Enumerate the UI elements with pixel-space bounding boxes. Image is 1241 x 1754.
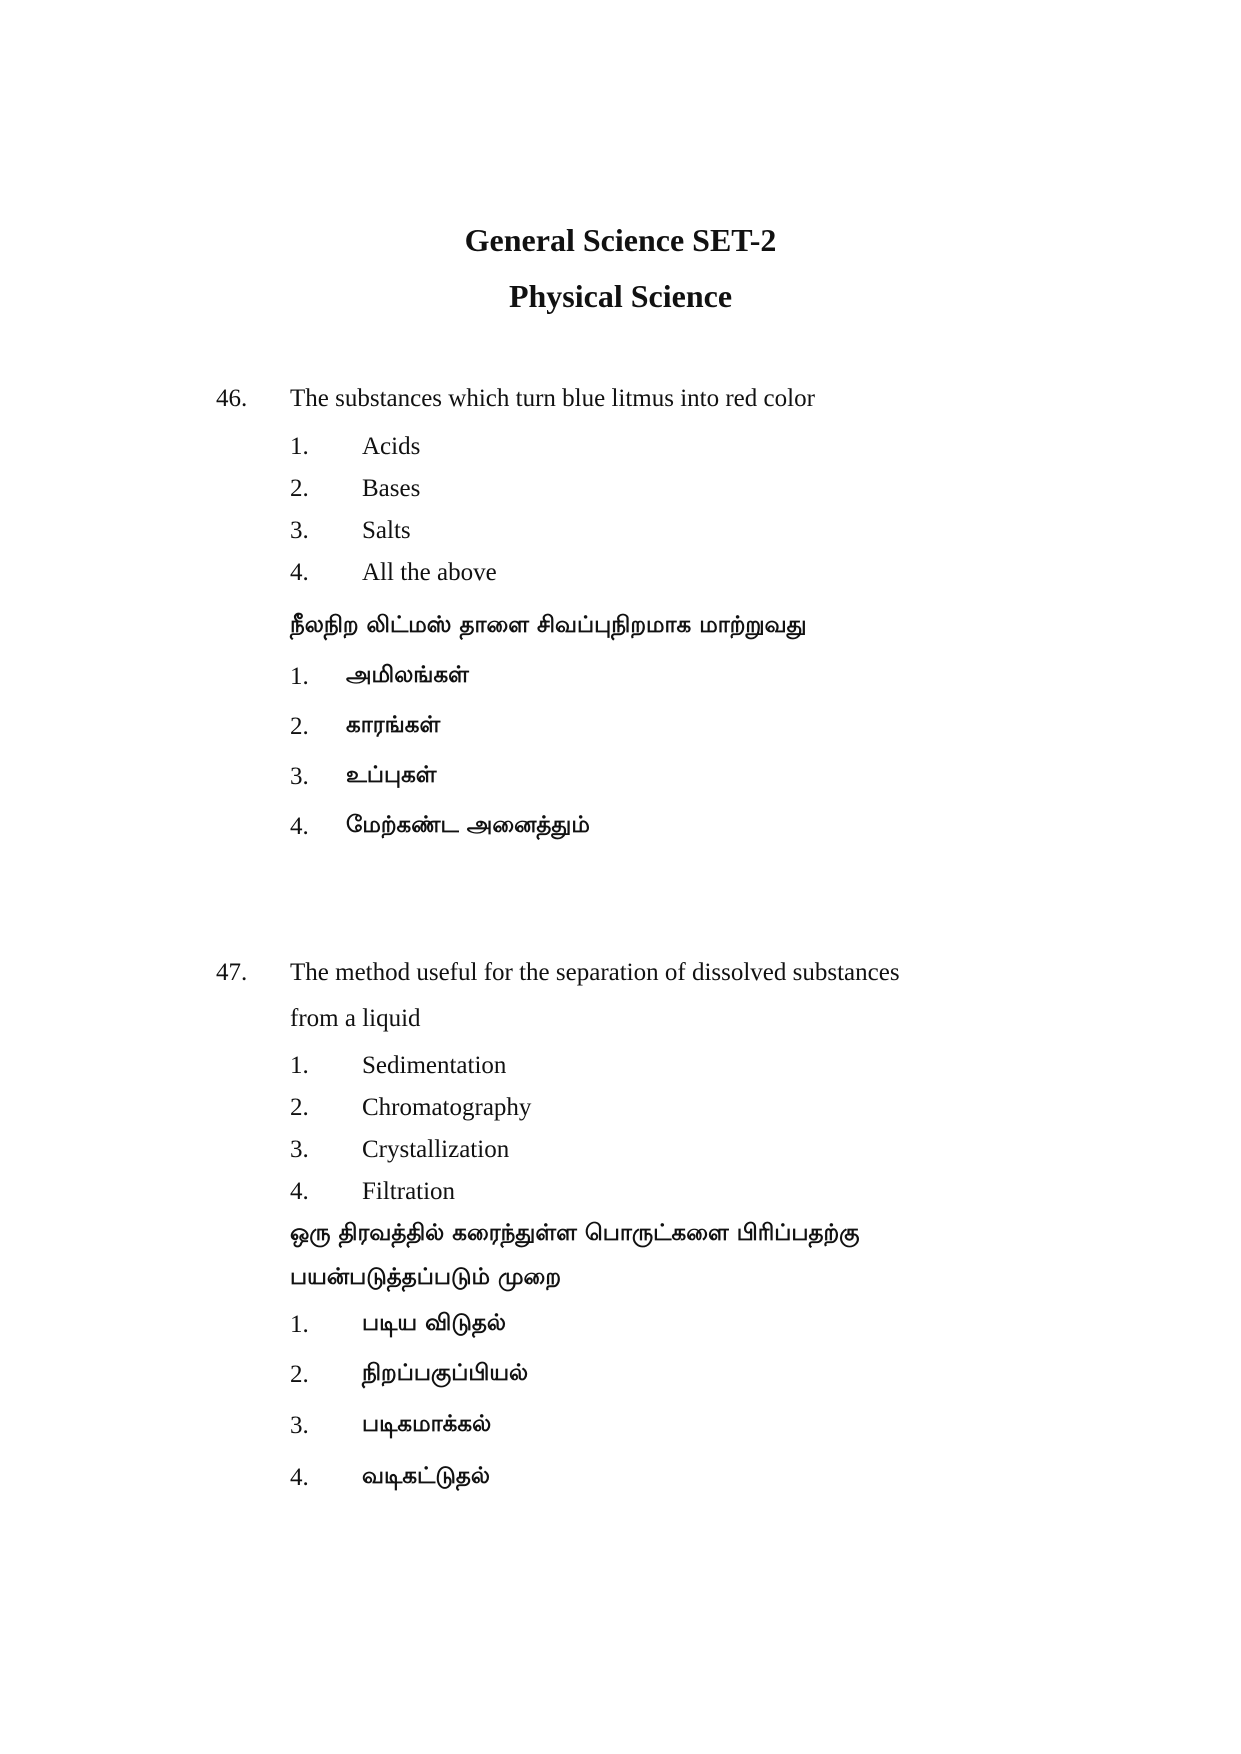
- page-title: General Science SET-2: [464, 222, 777, 258]
- option-number: 1.: [290, 663, 309, 690]
- option-text: நிறப்பகுப்பியல்: [362, 1360, 529, 1386]
- option-text: Crystallization: [362, 1136, 510, 1163]
- option-number: 1.: [290, 1311, 309, 1338]
- option-number: 4.: [290, 1178, 309, 1205]
- option-number: 4.: [290, 1464, 309, 1491]
- question-text-en: The substances which turn blue litmus into red color: [290, 385, 815, 412]
- option-number: 4.: [290, 559, 309, 586]
- option-text: காரங்கள்: [346, 712, 441, 738]
- option-number: 2.: [290, 475, 309, 502]
- option-number: 3.: [290, 1136, 309, 1163]
- option-text: மேற்கண்ட அனைத்தும்: [346, 812, 590, 838]
- option-number: 1.: [290, 433, 309, 460]
- question-number: 46.: [216, 385, 248, 412]
- option-number: 3.: [290, 763, 309, 790]
- option-number: 2.: [290, 713, 309, 740]
- question-number: 47.: [216, 959, 248, 986]
- option-text: படிய விடுதல்: [362, 1310, 506, 1336]
- option-number: 2.: [290, 1361, 309, 1388]
- question-text-en-line1: The method useful for the separation of dissolved substances: [290, 959, 900, 986]
- question-text-ta-line2: பயன்படுத்தப்படும் முறை: [290, 1264, 561, 1290]
- question-text-ta-line1: ஒரு திரவத்தில் கரைந்துள்ள பொருட்களை பிரிப்பதற்கு: [290, 1220, 860, 1246]
- option-text: Sedimentation: [362, 1052, 507, 1079]
- option-text: Acids: [362, 433, 421, 460]
- option-text: All the above: [362, 559, 497, 586]
- option-text: வடிகட்டுதல்: [362, 1463, 490, 1489]
- option-text: உப்புகள்: [346, 762, 437, 788]
- option-text: Filtration: [362, 1178, 456, 1205]
- option-number: 3.: [290, 1412, 309, 1439]
- option-text: Chromatography: [362, 1094, 532, 1121]
- page-subtitle: Physical Science: [508, 278, 733, 314]
- option-text: படிகமாக்கல்: [362, 1411, 492, 1437]
- option-text: Bases: [362, 475, 421, 502]
- option-number: 2.: [290, 1094, 309, 1121]
- question-text-en-line2: from a liquid: [290, 1005, 421, 1032]
- option-text: அமிலங்கள்: [346, 662, 469, 688]
- question-text-ta: நீலநிற லிட்மஸ் தாளை சிவப்புநிறமாக மாற்றுவது: [290, 612, 807, 638]
- option-number: 1.: [290, 1052, 309, 1079]
- option-text: Salts: [362, 517, 411, 544]
- option-number: 4.: [290, 813, 309, 840]
- option-number: 3.: [290, 517, 309, 544]
